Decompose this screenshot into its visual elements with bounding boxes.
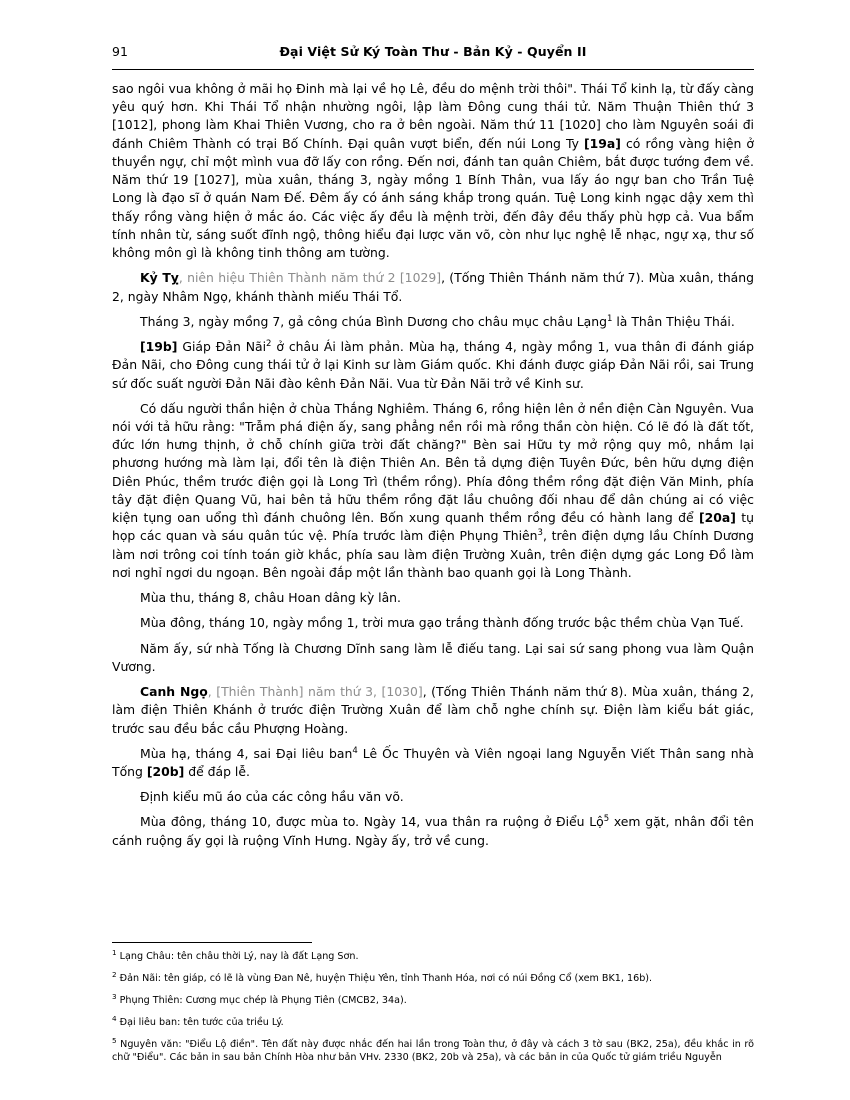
footnote-number: 2 [112, 970, 117, 980]
p4-text-b: ở châu Ái làm phản. Mùa hạ, tháng 4, ngày mồng 1, vua thân đi đánh giáp Đản Nãi, cho Đông cung thái tử ở lại Kinh sư làm Giám quốc. Khi đánh được giáp Đản Nãi rồi, sai Trung sứ đốc suất người Đản Nãi đào kênh Đản Nãi. Vua từ Đản Nãi trở về Kinh sư. [112, 339, 755, 391]
paragraph-12 [112, 813, 754, 849]
footnote-ref-2: 2 [266, 338, 272, 349]
era-note-ky-ty: , niên hiệu Thiên Thành năm thứ 2 [1029] [178, 270, 442, 286]
paragraph-4 [112, 338, 754, 393]
folio-marker-20a: [20a] [698, 510, 736, 526]
folio-marker-19b: [19b] [140, 339, 178, 355]
footnote-item [112, 1035, 754, 1065]
paragraph-10 [112, 745, 754, 781]
paragraph-8: Năm ấy, sứ nhà Tống là Chương Dĩnh sang làm lễ điếu tang. Lại sai sứ sang phong vua làm Quận Vương. [112, 640, 754, 674]
p3-text-b: là Thân Thiệu Thái. [612, 313, 735, 329]
p5-text-a: Có dấu người thần hiện ở chùa Thắng Nghiêm. Tháng 6, rồng hiện lên ở nền điện Càn Nguyên. Vua nói với tả hữu rằng: "Trẫm phá điện ấy, sang phẳng nền rồi mà rồng thần còn hiện. Có lẽ đó là đất tốt, đức lớn hưng thịnh, ở chỗ chính giữa trời đất chăng?" Bèn sai Hữu ty mở rộng quy mô, nhắm lại phương hướng mà làm lại, đổi tên là điện Thiên An. Bên tả dựng điện Tuyên Đức, bên hữu dựng điện Diên Phúc, thềm trước điện gọi là Long Trì (thềm rồng). Phía đông thềm rồng đặt điện Văn Minh, phía tây đặt điện Quang Vũ, hai bên tả hữu thềm rồng đặt lầu chuông đối nhau để dân chúng ai có việc kiện tụng oan uổng thì đánh chuông lên. Bốn xung quanh thềm rồng đều có hành lang để [112, 400, 754, 526]
folio-marker-19a: [19a] [584, 135, 621, 151]
paragraph-3 [112, 313, 754, 331]
paragraph-7: Mùa đông, tháng 10, ngày mồng 1, trời mưa gạo trắng thành đống trước bậc thềm chùa Vạn Tuế. [140, 615, 744, 631]
p10-text-b: Lê Ốc Thuyên và Viên ngoại lang Nguyễn Viết Thân sang nhà Tống [112, 745, 754, 779]
p9-text: , (Tống Thiên Thánh năm thứ 8). Mùa xuân, tháng 2, làm điện Thiên Khánh ở trước điện Trường Xuân để làm chỗ nghe chính sự. Điện làm kiểu bát giác, trước sau đều bắc cầu Phượng Hoàng. [112, 684, 754, 736]
footnote-item [112, 948, 754, 964]
header-title: Đại Việt Sử Ký Toàn Thư - Bản Kỷ - Quyển II [279, 44, 587, 59]
footnote-text: Đại liêu ban: tên tước của triều Lý. [119, 1017, 284, 1029]
p5-text-c: , trên điện dựng lầu Chính Dương làm nơi trông coi tính toán giờ khắc, phía sau làm điện Trường Xuân, trên điện dựng gác Long Đồ làm nơi nghỉ ngơi du ngoạn. Bên ngoài đắp một lần thành bao quanh gọi là Long Thành. [112, 528, 754, 580]
p2-text: , (Tống Thiên Thánh năm thứ 7). Mùa xuân, tháng 2, ngày Nhâm Ngọ, khánh thành miếu Thái Tổ. [112, 270, 754, 304]
p10-text-a: Mùa hạ, tháng 4, sai Đại liêu ban [140, 745, 353, 761]
footnote-item [112, 970, 754, 986]
p5-text-b: tụ họp các quan và sáu quân túc vệ. Phía trước làm điện Phụng Thiên [112, 510, 754, 544]
page-header [112, 44, 754, 59]
body-text [112, 80, 754, 850]
paragraph-11: Định kiểu mũ áo của các công hầu văn võ. [140, 789, 404, 805]
p1-text-b: có rồng vàng hiện ở thuyền ngự, chỉ một mình vua đỡ lấy con rồng. Đến nơi, đánh tan quân Chiêm, bắt được tướng đem về. Năm thứ 19 [1027], mùa xuân, tháng 3, ngày mồng 1 Bính Thân, vua lấy áo ngự ban cho Trần Tuệ Long là đạo sĩ ở quán Nam Đế. Đêm ấy có ánh sáng khắp trong quán. Tuệ Long kinh ngạc dậy xem thì thấy rồng vàng hiện ở mắc áo. Các việc ấy đều là mệnh trời, đến đây đều thấy phù hợp cả. Vua bẩm tính nhân từ, sáng suốt đĩnh ngộ, thông hiểu đại lược văn võ, còn như lục nghệ lễ nhạc, ngự xạ, thư số không môn gì là không tinh thông am tường. [112, 135, 754, 261]
footnote-item [112, 992, 754, 1008]
footnote-number: 3 [112, 992, 117, 1002]
p12-text-a: Mùa đông, tháng 10, được mùa to. Ngày 14, vua thân ra ruộng ở Điểu Lộ [140, 814, 604, 830]
footnote-text: Đản Nãi: tên giáp, có lẽ là vùng Đan Nê, huyện Thiệu Yên, tỉnh Thanh Hóa, nơi có núi Đồng Cổ (xem BK1, 16b). [119, 973, 653, 985]
paragraph-ky-ty [112, 269, 754, 305]
footnote-text: Lạng Châu: tên châu thời Lý, nay là đất Lạng Sơn. [119, 951, 359, 963]
footnote-divider [112, 942, 312, 943]
paragraph-6: Mùa thu, tháng 8, châu Hoan dâng kỳ lân. [140, 590, 401, 606]
footnote-item [112, 1014, 754, 1030]
footnote-number: 4 [112, 1014, 117, 1023]
footnote-number: 5 [112, 1035, 117, 1045]
p12-text-b: xem gặt, nhân đổi tên cánh ruộng ấy gọi là ruộng Vĩnh Hưng. Ngày ấy, trở về cung. [112, 814, 754, 848]
year-name-canh-ngo: Canh Ngọ [140, 684, 208, 700]
p4-text-a: Giáp Đản Nãi [177, 339, 267, 355]
footnote-number: 1 [112, 948, 117, 958]
page-number: 91 [112, 44, 128, 59]
paragraph-5 [112, 400, 754, 582]
footnote-ref-1: 1 [606, 313, 613, 324]
footnotes-section [112, 942, 754, 1074]
footnote-text: Nguyên văn: "Điểu Lộ điền". Tên đất này được nhắc đến hai lần trong Toàn thư, ở đây và cách 3 tờ sau (BK2, 25a), đều khắc in rõ chữ "Điểu". Các bản in sau bản Chính Hòa như bản VHv. 2330 (BK2, 20b và 25a), và các bản in của Quốc tử giám triều Nguyễn [112, 1039, 754, 1064]
header-divider [112, 69, 754, 70]
p10-text-c: để đáp lễ. [184, 763, 250, 779]
paragraph-canh-ngo [112, 683, 754, 738]
p3-text-a: Tháng 3, ngày mồng 7, gả công chúa Bình Dương cho châu mục châu Lạng [140, 313, 607, 329]
footnote-ref-5: 5 [603, 814, 610, 825]
era-note-canh-ngo: , [Thiên Thành] năm thứ 3, [1030] [207, 684, 423, 700]
footnote-text: Phụng Thiên: Cương mục chép là Phụng Tiên (CMCB2, 34a). [119, 995, 407, 1007]
paragraph-1 [112, 80, 754, 262]
p1-text-a: sao ngôi vua không ở mãi họ Đinh mà lại về họ Lê, đều do mệnh trời thôi". Thái Tổ kinh lạ, từ đấy càng yêu quý hơn. Khi Thái Tổ nhận nhường ngôi, lập làm Đông cung thái tử. Năm Thuận Thiên thứ 3 [1012], phong làm Khai Thiên Vương, cho ra ở bên ngoài. Năm thứ 11 [1020] cho làm Nguyên soái đi đánh Chiêm Thành có trại Bố Chính. Đại quân vượt biển, đến núi Long Ty [112, 81, 754, 151]
folio-marker-20b: [20b] [146, 763, 185, 779]
footnote-ref-4: 4 [352, 745, 358, 756]
year-name-ky-ty: Kỷ Tỵ [140, 270, 179, 286]
footnote-ref-3: 3 [537, 528, 543, 539]
